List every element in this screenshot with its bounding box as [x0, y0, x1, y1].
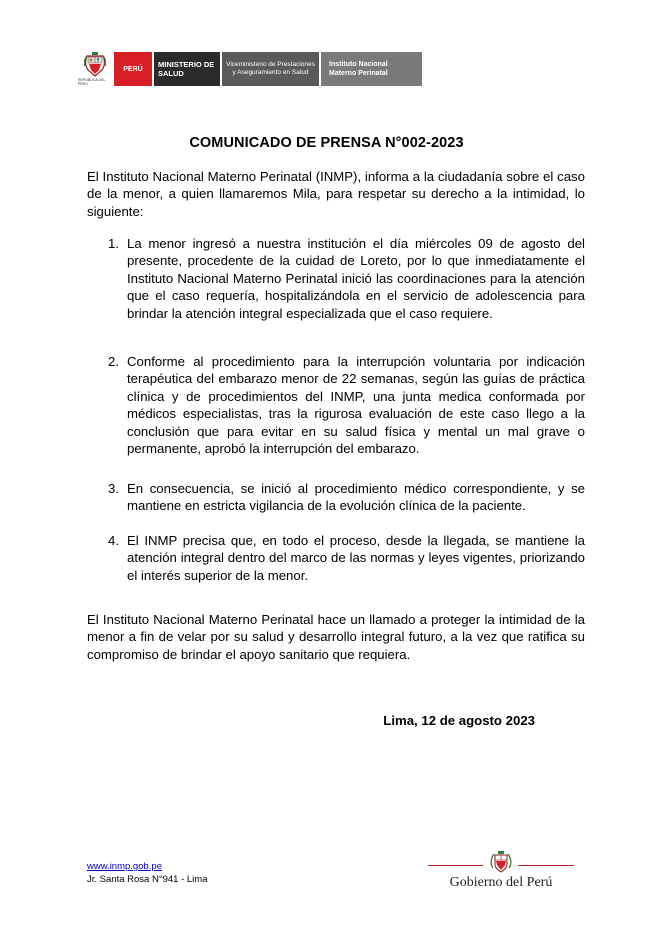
list-item-text: Conforme al procedimiento para la interrupción voluntaria por indicación terapéutica del embarazo menor de 22 semanas, según las guías de práctica clínica y de procedimientos del INMP, una junta medica conformada por médicos especialistas, tras la rigurosa evaluación de este caso llego a la conclusión que para evitar en su salud física y mental un mal grave o permanente, aprobó la interrupción del embarazo. [127, 354, 585, 457]
list-item-text: En consecuencia, se inició al procedimiento médico correspondiente, y se mantiene en estricta vigilancia de la evolución clínica de la paciente. [127, 481, 585, 514]
website-link[interactable]: www.inmp.gob.pe [87, 861, 162, 872]
document-title: COMUNICADO DE PRENSA N°002-2023 [189, 135, 464, 151]
ministry-label: MINISTERIO DE SALUD [154, 52, 220, 86]
list-item [96, 532, 585, 584]
list-item-number: 3. [108, 481, 119, 496]
peru-shield-icon [78, 52, 112, 86]
list-item-number: 1. [108, 236, 119, 251]
list-item-number: 2. [108, 354, 119, 369]
shield-caption: REPÚBLICA DEL PERÚ [78, 78, 106, 86]
list-item-text: El INMP precisa que, en todo el proceso, desde la llegada, se mantiene la atención integral dentro del marco de las normas y leyes vigentes, priorizando el interés superior de la menor. [127, 533, 585, 583]
list-item [96, 353, 585, 457]
header-logo-bar [78, 52, 422, 86]
footer-address: Jr. Santa Rosa N°941 - Lima [87, 874, 208, 885]
footer-contact [87, 860, 208, 886]
divider-left [428, 865, 483, 866]
intro-paragraph: El Instituto Nacional Materno Perinatal (INMP), informa a la ciudadanía sobre el caso de la menor, a quien llamaremos Mila, para respetar su derecho a la intimidad, lo siguiente: [87, 169, 585, 219]
institute-label: Instituto Nacional Materno Perinatal [321, 52, 422, 86]
list-item-number: 4. [108, 533, 119, 548]
list-item-text: La menor ingresó a nuestra institución el día miércoles 09 de agosto del presente, procedente de la cuidad de Loreto, por lo que inmediatamente el Instituto Nacional Materno Perinatal inició las coordinaciones para la atención que el caso requería, hospitalizándola en el servicio de adolescencia para brindar la atención integral especializada que el caso requiere. [127, 236, 585, 321]
closing-paragraph: El Instituto Nacional Materno Perinatal hace un llamado a proteger la intimidad de la menor a fin de velar por su salud y desarrollo integral futuro, a la vez que ratifica su compromiso de brindar el apoyo sanitario que requiera. [87, 612, 585, 662]
government-logo [428, 850, 574, 896]
viceministry-label: Viceministerio de Prestaciones y Aseguramiento en Salud [222, 52, 319, 86]
list-item [96, 235, 585, 322]
document-date: Lima, 12 de agosto 2023 [383, 713, 535, 728]
list-item [96, 480, 585, 515]
peru-label: PERÚ [114, 52, 152, 86]
government-label: Gobierno del Perú [449, 875, 553, 890]
divider-right [518, 865, 574, 866]
